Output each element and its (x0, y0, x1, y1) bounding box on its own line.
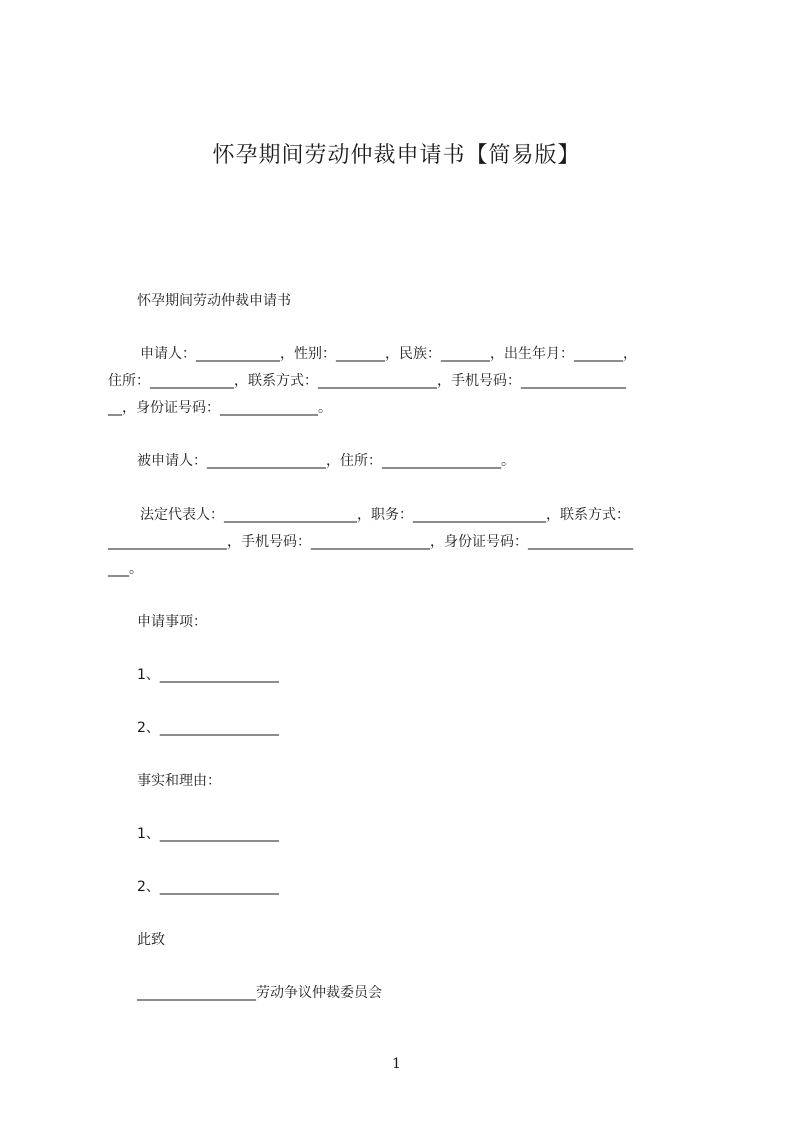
legal-rep-line-3: ___。 (108, 561, 143, 577)
facts-item-2: 2、_________________ (137, 879, 279, 895)
applicant-line-2: 住所：____________，联系方式：_________________，手机号码：_______________ (108, 373, 626, 389)
applicant-line-3: __，身份证号码：______________。 (108, 400, 332, 416)
page-number: 1 (392, 1056, 401, 1072)
claims-item-2: 2、_________________ (137, 720, 279, 736)
document-subtitle: 怀孕期间劳动仲裁申请书 (137, 293, 291, 309)
claims-heading: 申请事项： (137, 614, 207, 630)
facts-item-1: 1、_________________ (137, 826, 279, 842)
closing-addressee: _________________劳动争议仲裁委员会 (137, 985, 382, 1001)
legal-rep-line-1: 法定代表人：___________________，职务：___________________，联系方式： (140, 507, 630, 523)
respondent-line: 被申请人：_________________，住所：_________________。 (137, 453, 515, 469)
facts-heading: 事实和理由： (137, 773, 221, 789)
closing-salutation: 此致 (137, 932, 165, 948)
legal-rep-line-2: _________________，手机号码：_________________，身份证号码：_______________ (108, 534, 633, 550)
applicant-line-1: 申请人：____________，性别：_______，民族：_______，出生年月：_______， (140, 346, 637, 362)
document-title: 怀孕期间劳动仲裁申请书【简易版】 (212, 143, 581, 168)
claims-item-1: 1、_________________ (137, 667, 279, 683)
